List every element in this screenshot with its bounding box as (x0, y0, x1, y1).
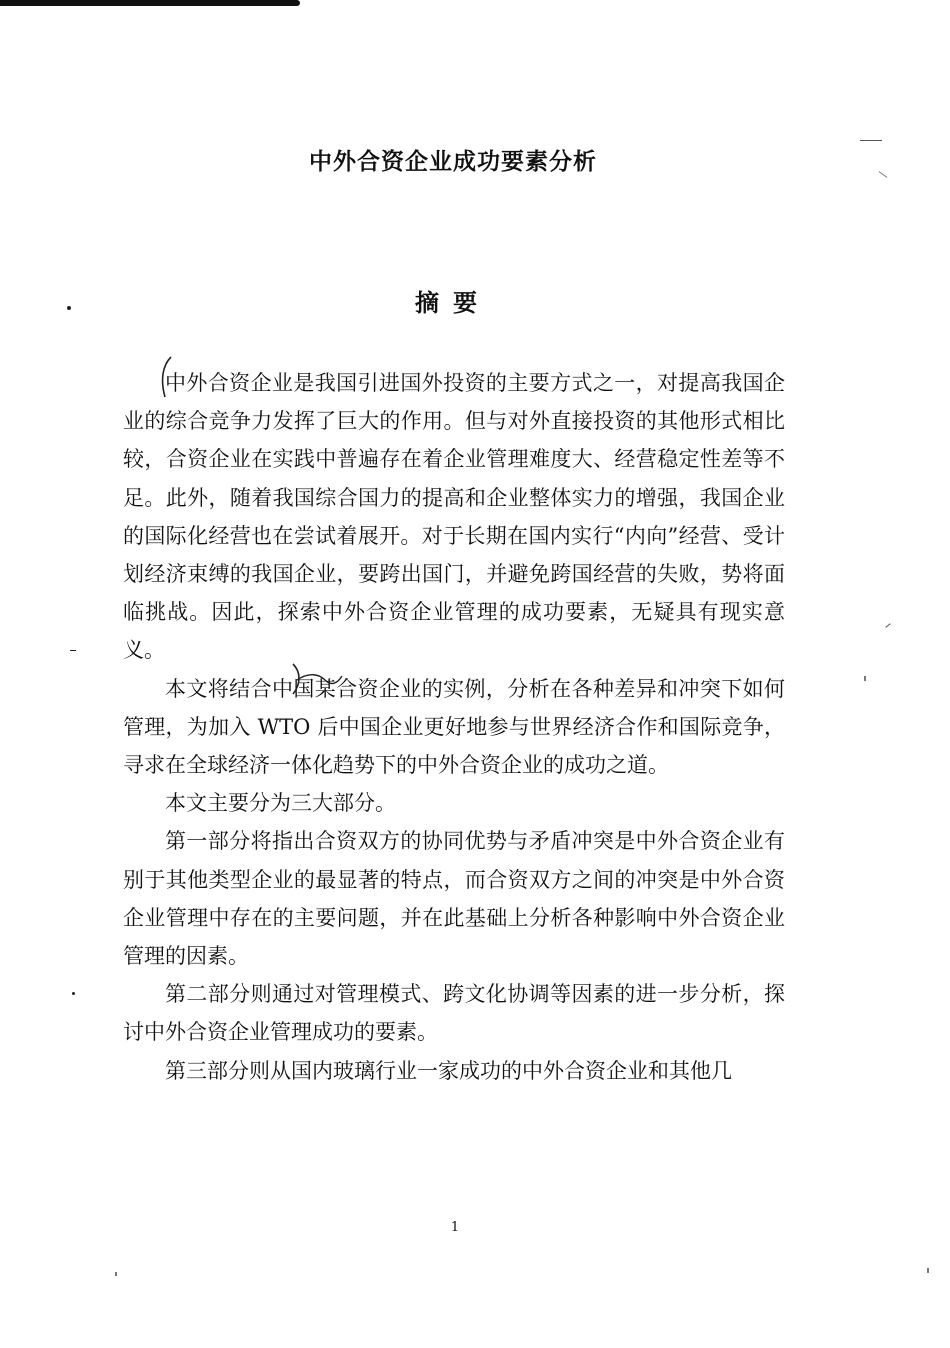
abstract-heading: 摘要 (415, 289, 491, 317)
scan-speck (927, 1268, 929, 1273)
scan-speck (67, 306, 71, 310)
paragraph-2: 本文将结合中国某合资企业的实例，分析在各种差异和冲突下如何管理，为加入 WTO 后中国企业更好地参与世界经济合作和国际竞争，寻求在全球经济一体化趋势下的中外合资企业的成功之道。 (123, 676, 785, 778)
scan-speck (70, 650, 76, 651)
handwritten-close-bracket-mark (287, 660, 347, 700)
page-number: 1 (450, 1220, 460, 1235)
paragraph-1: 中外合资企业是我国引进国外投资的主要方式之一，对提高我国企业的综合竞争力发挥了巨大的作用。但与对外直接投资的其他形式相比较，合资企业在实践中普遍存在着企业管理难度大、经营稳定性差等不足。此外，随着我国综合国力的提高和企业整体实力的增强，我国企业的国际化经营也在尝试着展开。对于长期在国内实行“内向”经营、受计划经济束缚的我国企业，要跨出国门，并避免跨国经营的失败，势将面临挑战。因此，探索中外合资企业管理的成功要素，无疑具有现实意义。 (123, 371, 785, 663)
paragraph-6: 第三部分则从国内玻璃行业一家成功的中外合资企业和其他几 (165, 1058, 732, 1083)
scan-edge-mark (0, 0, 300, 6)
document-title: 中外合资企业成功要素分析 (309, 149, 597, 175)
paragraph-3: 本文主要分为三大部分。 (165, 791, 396, 816)
scan-speck (860, 140, 882, 141)
scan-speck (72, 992, 75, 995)
handwritten-open-bracket-mark (155, 355, 177, 400)
scan-speck (864, 676, 866, 681)
scan-speck (885, 623, 890, 628)
paragraph-5: 第二部分则通过对管理模式、跨文化协调等因素的进一步分析，探讨中外合资企业管理成功的要素。 (123, 982, 785, 1045)
abstract-body (123, 364, 785, 1090)
paragraph-4: 第一部分将指出合资双方的协同优势与矛盾冲突是中外合资企业有别于其他类型企业的最显著的特点，而合资双方之间的冲突是中外合资企业管理中存在的主要问题，并在此基础上分析各种影响中外合资企业管理的因素。 (123, 829, 785, 969)
scan-speck (115, 1272, 117, 1276)
